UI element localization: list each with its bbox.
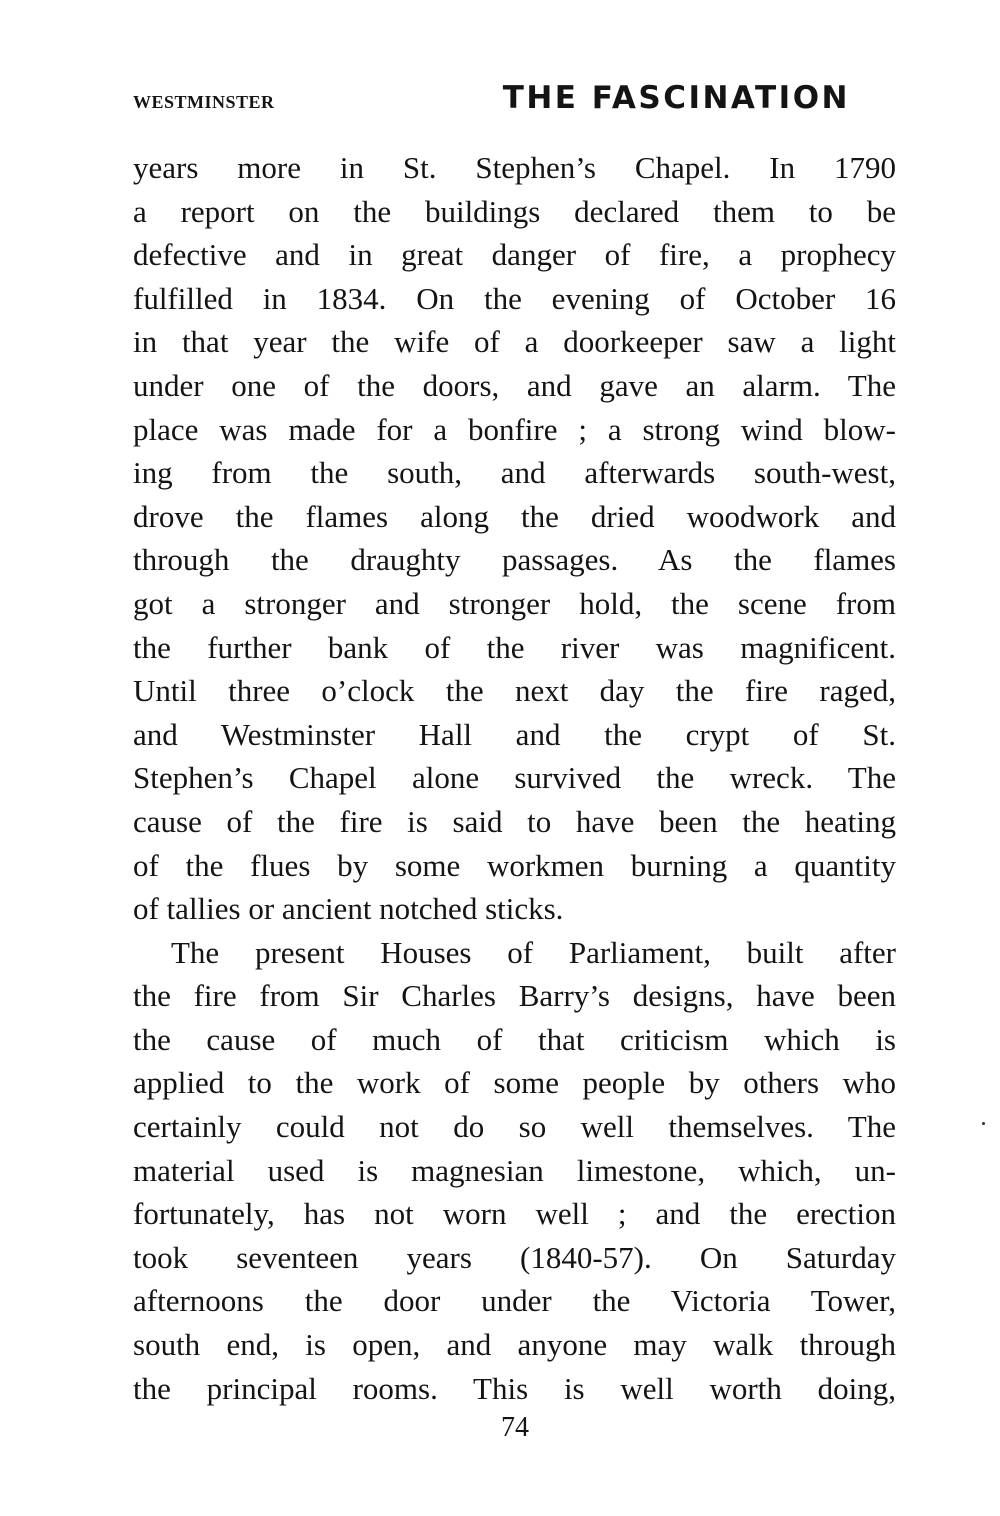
- paragraph: [133, 146, 896, 931]
- text-line: afternoons the door under the Victoria Tower,: [133, 1283, 896, 1319]
- text-line: The present Houses of Parliament, built after: [171, 934, 896, 970]
- paragraph: [133, 931, 896, 1411]
- text-line: ing from the south, and afterwards south-west,: [133, 455, 896, 491]
- body-text: [133, 146, 896, 1410]
- text-line: years more in St. Stephen’s Chapel. In 1790: [133, 150, 896, 185]
- text-line: cause of the fire is said to have been the heating: [133, 803, 896, 839]
- text-line: certainly could not do so well themselves. The: [133, 1109, 896, 1145]
- text-line: drove the flames along the dried woodwork and: [133, 498, 896, 534]
- text-line: material used is magnesian limestone, which, un-: [133, 1152, 896, 1188]
- text-line: through the draughty passages. As the flames: [133, 542, 896, 578]
- text-line: a report on the buildings declared them to be: [133, 193, 896, 229]
- book-title: THE FASCINATION: [502, 80, 850, 116]
- text-line: the cause of much of that criticism which is: [133, 1021, 896, 1057]
- text-line: and Westminster Hall and the crypt of St.: [133, 716, 896, 752]
- text-line: Until three o’clock the next day the fire raged,: [133, 673, 896, 709]
- text-line: of the flues by some workmen burning a quantity: [133, 847, 896, 883]
- margin-speck: [982, 1122, 985, 1125]
- text-line: in that year the wife of a doorkeeper saw a light: [133, 324, 896, 360]
- page-number: 74: [501, 1412, 529, 1443]
- text-line: of tallies or ancient notched sticks.: [133, 891, 564, 927]
- running-head: [133, 80, 896, 128]
- text-line: applied to the work of some people by others who: [133, 1065, 896, 1101]
- section-label: WESTMINSTER: [133, 92, 275, 112]
- text-line: the fire from Sir Charles Barry’s designs, have been: [133, 978, 896, 1014]
- text-line: took seventeen years (1840-57). On Saturday: [133, 1239, 896, 1275]
- text-line: under one of the doors, and gave an alarm. The: [133, 367, 896, 403]
- text-line: the principal rooms. This is well worth doing,: [133, 1370, 896, 1406]
- text-line: fortunately, has not worn well ; and the erection: [133, 1196, 896, 1232]
- text-line: Stephen’s Chapel alone survived the wreck. The: [133, 760, 896, 796]
- text-line: fulfilled in 1834. On the evening of October 16: [133, 280, 896, 316]
- text-line: south end, is open, and anyone may walk through: [133, 1327, 896, 1363]
- text-line: got a stronger and stronger hold, the scene from: [133, 585, 896, 621]
- text-line: the further bank of the river was magnificent.: [133, 629, 896, 665]
- text-line: defective and in great danger of fire, a prophecy: [133, 237, 896, 273]
- text-line: place was made for a bonfire ; a strong wind blow-: [133, 411, 896, 447]
